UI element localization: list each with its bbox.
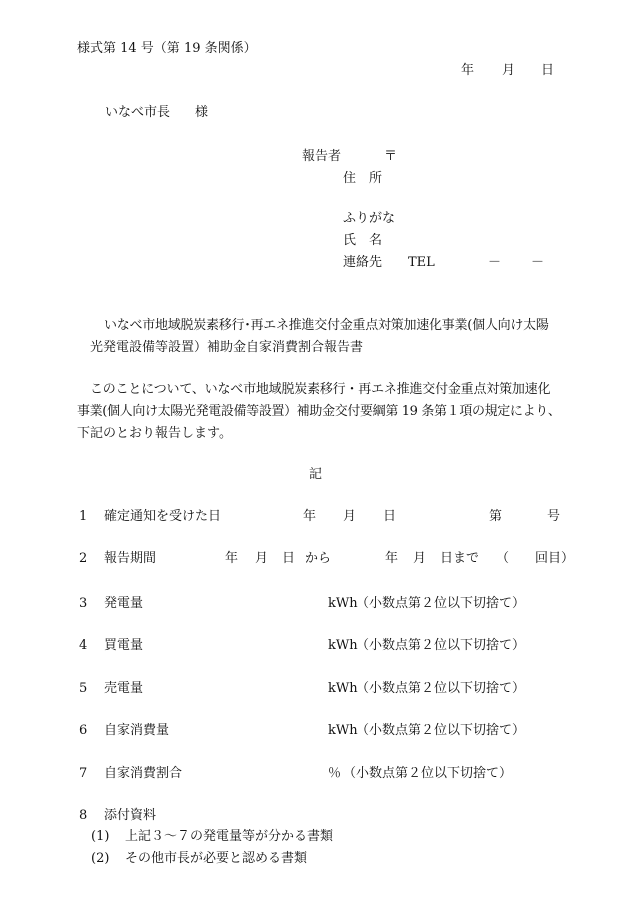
addressee-name: いなべ市長 bbox=[105, 105, 171, 120]
reporter-label: 報告者 bbox=[302, 149, 342, 164]
unit-label: kWh bbox=[328, 638, 358, 653]
postal-mark: 〒 bbox=[384, 149, 398, 164]
end-day-label: 日まで bbox=[440, 551, 480, 566]
item-label: 買電量 bbox=[104, 638, 144, 653]
item-number: 4 bbox=[79, 638, 88, 653]
item-number: 7 bbox=[79, 766, 88, 781]
end-year-label: 年 bbox=[385, 551, 399, 566]
rounding-note: （小数点第２位以下切捨て） bbox=[356, 681, 526, 696]
body-line-1: このことについて、いなべ市地域脱炭素移行・再エネ推進交付金重点対策加速化 bbox=[90, 382, 551, 397]
addressee-honorific: 様 bbox=[195, 105, 209, 120]
count-label: 回目） bbox=[535, 551, 575, 566]
item-label: 自家消費量 bbox=[104, 723, 170, 738]
rounding-note: （小数点第２位以下切捨て） bbox=[356, 638, 526, 653]
item-number: 2 bbox=[79, 551, 88, 566]
go-label: 号 bbox=[547, 509, 561, 524]
body-line-3: 下記のとおり報告します。 bbox=[77, 426, 232, 441]
item-label: 添付資料 bbox=[104, 808, 157, 823]
item-number: 8 bbox=[79, 808, 88, 823]
unit-label: kWh bbox=[328, 723, 358, 738]
tel-dash-2: － bbox=[531, 255, 545, 270]
item-label: 発電量 bbox=[104, 596, 144, 611]
count-open-paren: （ bbox=[496, 551, 510, 566]
tel-label: TEL bbox=[408, 255, 435, 270]
dai-label: 第 bbox=[489, 509, 503, 524]
item-label: 自家消費割合 bbox=[104, 766, 183, 781]
item-label: 確定通知を受けた日 bbox=[104, 509, 222, 524]
date-year-label: 年 bbox=[461, 63, 475, 78]
item-number: 5 bbox=[79, 681, 88, 696]
item-label: 売電量 bbox=[104, 681, 144, 696]
item-number: 1 bbox=[79, 509, 88, 524]
date-day-label: 日 bbox=[541, 63, 555, 78]
contact-label: 連絡先 bbox=[343, 255, 383, 270]
date-month-label: 月 bbox=[502, 63, 516, 78]
unit-label: kWh bbox=[328, 681, 358, 696]
report-title-line2: 光発電設備等設置）補助金自家消費割合報告書 bbox=[90, 340, 364, 355]
item-number: 3 bbox=[79, 596, 88, 611]
month-label: 月 bbox=[343, 509, 357, 524]
rounding-note: （小数点第２位以下切捨て） bbox=[356, 723, 526, 738]
start-year-label: 年 bbox=[225, 551, 239, 566]
unit-label: kWh bbox=[328, 596, 358, 611]
attachment-number: (2) bbox=[91, 851, 110, 866]
item-label: 報告期間 bbox=[104, 551, 157, 566]
address-label: 住 所 bbox=[343, 171, 383, 186]
attachment-text: 上記３～７の発電量等が分かる書類 bbox=[125, 829, 334, 844]
from-label: から bbox=[305, 551, 332, 566]
start-day-label: 日 bbox=[282, 551, 296, 566]
form-number: 様式第 14 号（第 19 条関係） bbox=[77, 41, 257, 56]
report-title-line1: いなべ市地域脱炭素移行･再エネ推進交付金重点対策加速化事業(個人向け太陽 bbox=[104, 318, 549, 333]
end-month-label: 月 bbox=[413, 551, 427, 566]
body-line-2: 事業(個人向け太陽光発電設備等設置）補助金交付要綱第 19 条第１項の規定により、 bbox=[77, 404, 561, 419]
ki-heading: 記 bbox=[309, 467, 323, 482]
day-label: 日 bbox=[383, 509, 397, 524]
attachment-text: その他市長が必要と認める書類 bbox=[125, 851, 308, 866]
item-number: 6 bbox=[79, 723, 88, 738]
year-label: 年 bbox=[303, 509, 317, 524]
start-month-label: 月 bbox=[255, 551, 269, 566]
rounding-note: （小数点第２位以下切捨て） bbox=[356, 596, 526, 611]
furigana-label: ふりがな bbox=[343, 211, 396, 226]
tel-dash-1: － bbox=[488, 255, 502, 270]
name-label: 氏 名 bbox=[343, 233, 383, 248]
unit-label: ％ bbox=[328, 766, 342, 781]
rounding-note: （小数点第２位以下切捨て） bbox=[343, 766, 513, 781]
attachment-number: (1) bbox=[91, 829, 110, 844]
